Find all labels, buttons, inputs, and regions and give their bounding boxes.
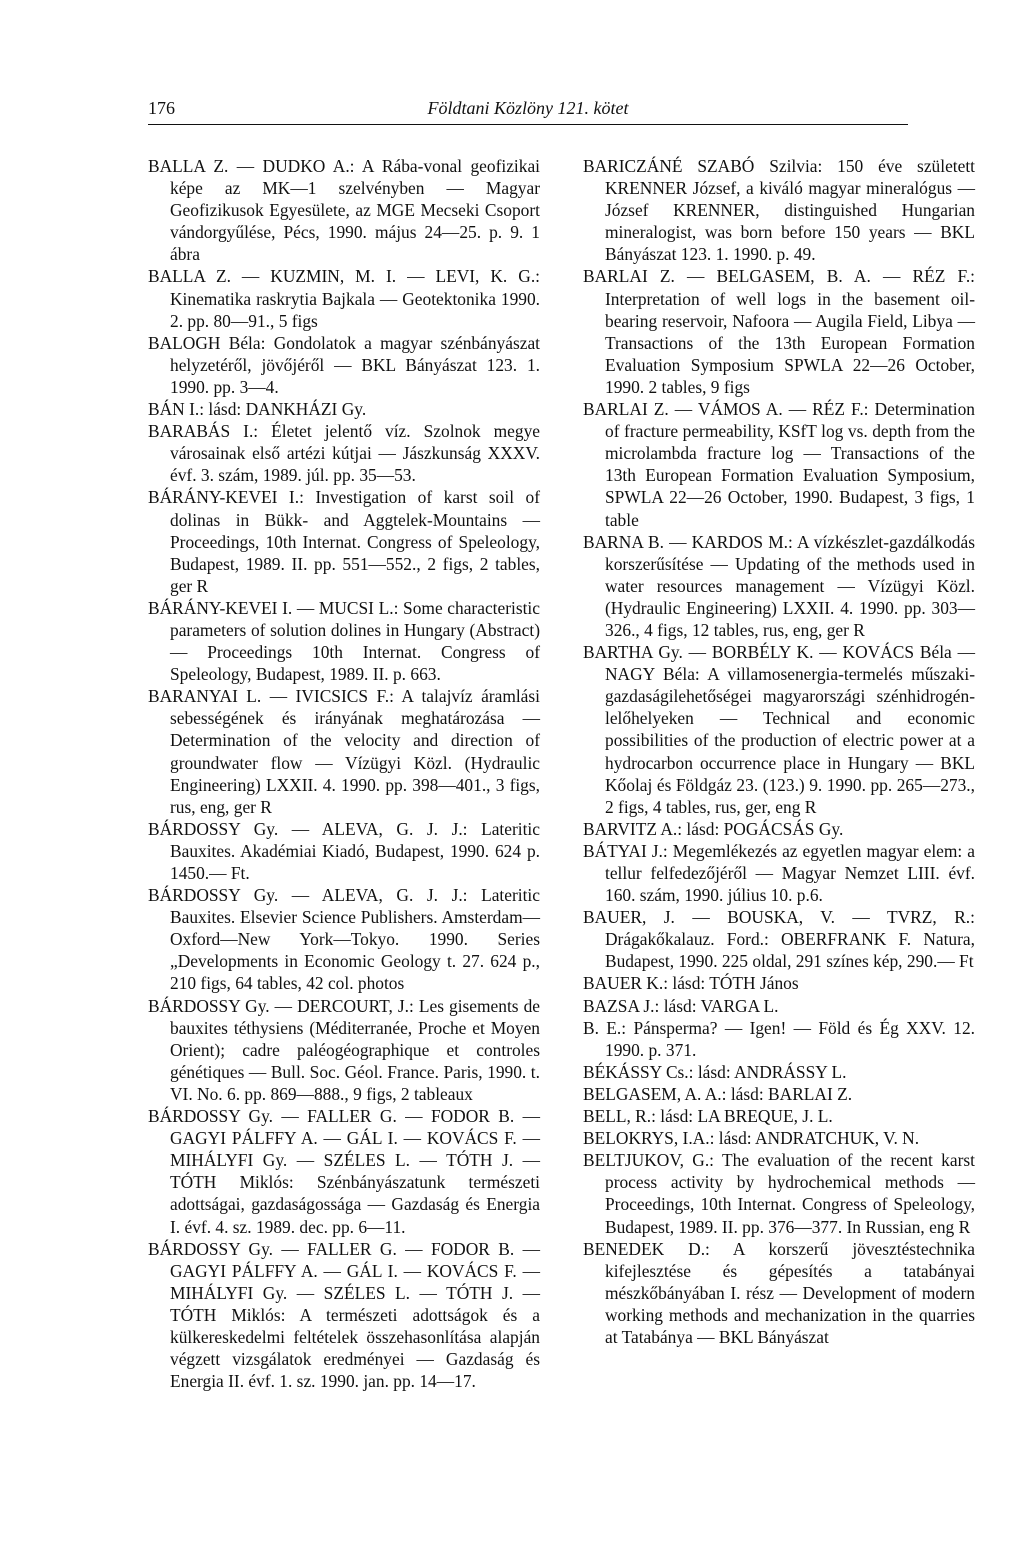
bibliography-entry: BALOGH Béla: Gondolatok a magyar szénbányászat helyzetéről, jövőjéről — BKL Bányászat 123. 1. 1990. pp. 3—4. xyxy=(148,332,540,397)
bibliography-entry: BELTJUKOV, G.: The evaluation of the recent karst process activity by hydrochemical methods — Proceedings, 10th Internat. Congress of Speleology, Budapest, 1989. II. pp. 376—377. In Russian, eng R xyxy=(583,1150,975,1237)
bibliography-entry: BALLA Z. — DUDKO A.: A Rába-vonal geofizikai képe az MK—1 szelvényben — Magyar Geofizikusok Egyesülete, az MGE Mecseki Csoport vándorgyűlése, Pécs, 1990. május 24—25. p. 9. 1 ábra xyxy=(148,156,540,265)
bibliography-entry: BARTHA Gy. — BORBÉLY K. — KOVÁCS Béla — NAGY Béla: A villamosenergia-termelés műszaki-gazdaságilehetőségei magyarországi szénhidrogén-lelőhelyeken — Technical and economic possibilities of the production of electric power at a hydrocarbon occurrence place in Hungary — BKL Kőolaj és Földgáz 23. (123.) 9. 1990. pp. 265—273., 2 figs, 4 tables, rus, ger, eng R xyxy=(583,642,975,817)
bibliography-entry: BÁN I.: lásd: DANKHÁZI Gy. xyxy=(148,399,367,420)
bibliography-entry: BELOKRYS, I.A.: lásd: ANDRATCHUK, V. N. xyxy=(583,1128,920,1149)
bibliography-entry: BENEDEK D.: A korszerű jövesztéstechnika kifejlesztése és gépesítés a tatabányai mészkőbányában I. rész — Development of modern working methods and mechanization in the quarries at Tatabánya — BKL Bányászat xyxy=(583,1238,975,1347)
bibliography-entry: BÁRÁNY-KEVEI I.: Investigation of karst soil of dolinas in Bükk- and Aggtelek-Mountains — Proceedings, 10th Internat. Congress of Speleology, Budapest, 1989. II. pp. 551—552., 2 figs, 2 tables, ger R xyxy=(148,487,540,596)
bibliography-entry: BARLAI Z. — VÁMOS A. — RÉZ F.: Determination of fracture permeability, KSfT log vs. depth from the microlambda fracture log — Transactions of the 13th European Formation Evaluation Symposium, SPWLA 22—26 October, 1990. Budapest, 3 figs, 1 table xyxy=(583,399,975,530)
page-number: 176 xyxy=(148,98,175,118)
bibliography-entry: BÁRDOSSY Gy. — FALLER G. — FODOR B. — GAGYI PÁLFFY A. — GÁL I. — KOVÁCS F. — MIHÁLYFI Gy. — SZÉLES L. — TÓTH J. — TÓTH Miklós: A természeti adottságok és a külkereskedelmi feltételek összehasonlítása alapján végzett vizsgálatok eredményei — Gazdaság és Energia II. évf. 1. sz. 1990. jan. pp. 14—17. xyxy=(148,1238,540,1392)
bibliography-entry: BAUER K.: lásd: TÓTH János xyxy=(583,973,799,994)
bibliography-entry: BELL, R.: lásd: LA BREQUE, J. L. xyxy=(583,1106,833,1127)
bibliography-entry: BARLAI Z. — BELGASEM, B. A. — RÉZ F.: Interpretation of well logs in the basement oil-bearing reservoir, Nafoora — Augila Field, Libya — Transactions of the 13th European Formation Evaluation Symposium SPWLA 22—26 October, 1990. 2 tables, 9 figs xyxy=(583,266,975,397)
bibliography-entry: BELGASEM, A. A.: lásd: BARLAI Z. xyxy=(583,1083,853,1104)
bibliography-entry: BÁTYAI J.: Megemlékezés az egyetlen magyar elem: a tellur felfedezőjéről — Magyar Nemzet LIII. évf. 160. szám, 1990. július 10. p.6. xyxy=(583,840,975,906)
bibliography-entry: BALLA Z. — KUZMIN, M. I. — LEVI, K. G.: Kinematika raskrytia Bajkala — Geotektonika 1990. 2. pp. 80—91., 5 figs xyxy=(148,266,540,331)
bibliography-entry: BÁRDOSSY Gy. — FALLER G. — FODOR B. — GAGYI PÁLFFY A. — GÁL I. — KOVÁCS F. — MIHÁLYFI Gy. — SZÉLES L. — TÓTH J. — TÓTH Miklós: Szénbányászatunk természeti adottságai, gazdaságossága — Gazdaság és Energia I. évf. 4. sz. 1989. dec. pp. 6—11. xyxy=(148,1106,540,1237)
page-header xyxy=(148,96,908,120)
bibliography-entry: BAUER, J. — BOUSKA, V. — TVRZ, R.: Drágakőkalauz. Ford.: OBERFRANK F. Natura, Budapest, 1990. 225 oldal, 291 színes kép, 290.— Ft xyxy=(583,907,975,972)
bibliography-entry: BARNA B. — KARDOS M.: A vízkészlet-gazdálkodás korszerűsítése — Updating of the methods used in water resources management — Vízügyi Közl. (Hydraulic Engineering) LXXII. 4. 1990. pp. 303—326., 4 figs, 12 tables, rus, eng, ger R xyxy=(583,531,975,640)
bibliography-entry: BAZSA J.: lásd: VARGA L. xyxy=(583,995,779,1016)
bibliography-entry: BÁRÁNY-KEVEI I. — MUCSI L.: Some characteristic parameters of solution dolines in Hungary (Abstract) — Proceedings 10th Internat. Congress of Speleology, Budapest, 1989. II. p. 663. xyxy=(148,597,540,685)
bibliography-entry: BÁRDOSSY Gy. — ALEVA, G. J. J.: Lateritic Bauxites. Akadémiai Kiadó, Budapest, 1990. 624 p. 1450.— Ft. xyxy=(148,818,540,883)
bibliography-entry: BARVITZ A.: lásd: POGÁCSÁS Gy. xyxy=(583,818,844,839)
bibliography-entry: BÁRDOSSY Gy. — DERCOURT, J.: Les gisements de bauxites téthysiens (Méditerranée, Proche et Moyen Orient); cadre paléogéographique et controles génétiques — Bull. Soc. Géol. France. Paris, 1990. t. VI. No. 6. pp. 869—888., 9 figs, 2 tableaux xyxy=(148,995,540,1104)
bibliography-entry: BARANYAI L. — IVICSICS F.: A talajvíz áramlási sebességének és irányának meghatározása — Determination of the velocity and direction of groundwater flow — Vízügyi Közl. (Hydraulic Engineering) LXXII. 4. 1990. pp. 398—401., 3 figs, rus, eng, ger R xyxy=(148,686,540,817)
right-column xyxy=(583,155,975,1348)
bibliography-entry: BÉKÁSSY Cs.: lásd: ANDRÁSSY L. xyxy=(583,1061,847,1082)
bibliography-entry: BARABÁS I.: Életet jelentő víz. Szolnok megye városainak első artézi kútjai — Jászkunság XXXV. évf. 3. szám, 1989. júl. pp. 35—53. xyxy=(148,421,540,486)
journal-title: Földtani Közlöny 121. kötet xyxy=(427,98,629,118)
bibliography-entry: B. E.: Pánsperma? — Igen! — Föld és Ég XXV. 12. 1990. p. 371. xyxy=(583,1017,975,1060)
left-column xyxy=(148,155,540,1392)
bibliography-entry: BARICZÁNÉ SZABÓ Szilvia: 150 éve született KRENNER József, a kiváló magyar mineralógus — József KRENNER, distinguished Hungarian mineralogist, was born before 150 years — BKL Bányászat 123. 1. 1990. p. 49. xyxy=(583,156,975,265)
bibliography-entry: BÁRDOSSY Gy. — ALEVA, G. J. J.: Lateritic Bauxites. Elsevier Science Publishers. Amsterdam—Oxford—New York—Tokyo. 1990. Series „Developments in Economic Geology t. 27. 624 p., 210 figs, 64 tables, 42 col. photos xyxy=(148,885,540,994)
header-rule xyxy=(148,124,908,125)
